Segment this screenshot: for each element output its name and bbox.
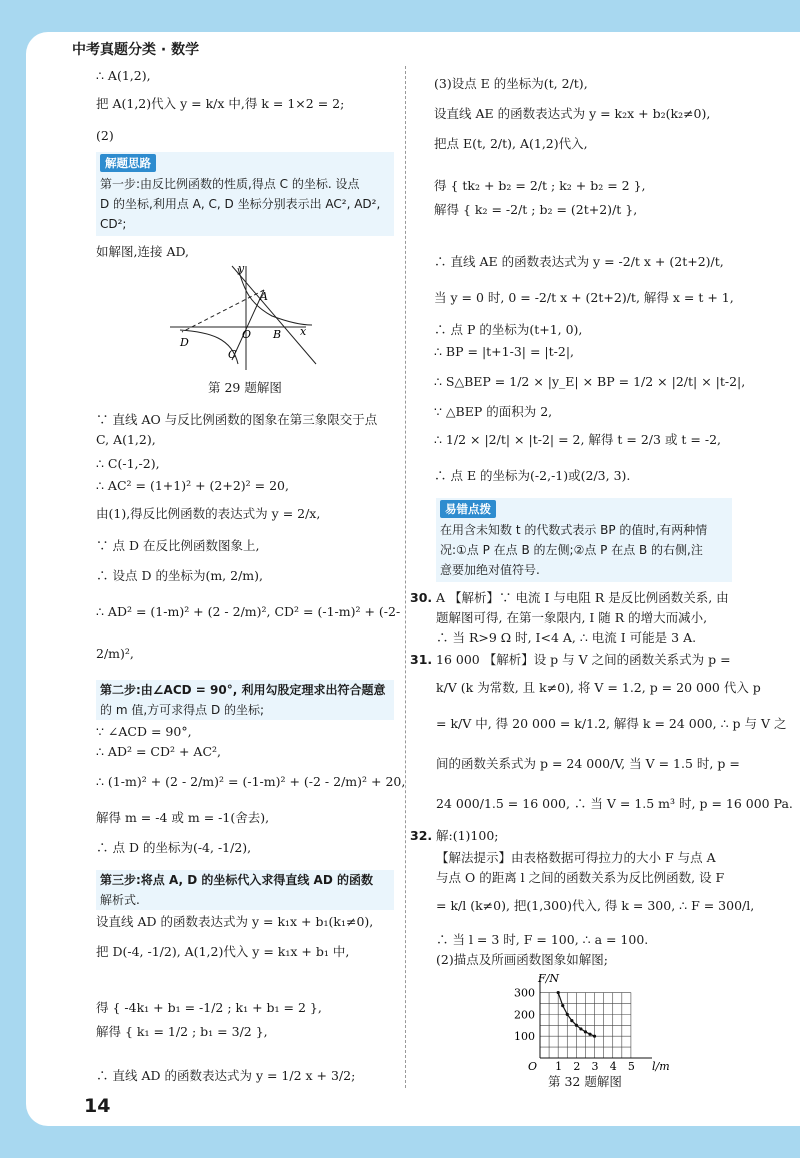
tip-line: 第三步:将点 A, D 的坐标代入求得直线 AD 的函数 [100,873,373,887]
q31-line: 间的函数关系式为 p = 24 000/V, 当 V = 1.5 时, p = [436,756,740,771]
data-point [593,1035,596,1038]
solution-line: ∴ S△BEP = 1/2 × |y_E| × BP = 1/2 × |2/t| × |t-2|, [434,374,746,389]
q32-line: ∴ 当 l = 3 时, F = 100, ∴ a = 100. [436,932,649,947]
solution-line: 得 { -4k₁ + b₁ = -1/2 ; k₁ + b₁ = 2 }, [96,1000,322,1015]
solution-line: (2) [96,128,114,143]
q31-line: 24 000/1.5 = 16 000, ∴ 当 V = 1.5 m³ 时, p = 16 000 Pa. [436,796,793,811]
solution-line: ∵ 点 D 在反比例函数图象上, [96,538,260,553]
solution-line: ∴ 1/2 × |2/t| × |t-2| = 2, 解得 t = 2/3 或 t = -2, [434,432,722,447]
solution-line: ∴ (1-m)² + (2 - 2/m)² = (-1-m)² + (-2 - 2/m)² + 20, [96,774,406,789]
page-number: 14 [84,1095,111,1117]
solution-line: 把 D(-4, -1/2), A(1,2)代入 y = k₁x + b₁ 中, [96,944,350,959]
tip-tag: 解题思路 [100,154,156,172]
solution-line: ∴ 设点 D 的坐标为(m, 2/m), [96,568,263,583]
tip-line: 第一步:由反比例函数的性质,得点 C 的坐标. 设点 [100,177,360,191]
tip-line: 意要加绝对值符号. [440,563,540,577]
q31-line: 16 000 【解析】设 p 与 V 之间的函数关系式为 p = [436,652,731,667]
q32-line: (2)描点及所画函数图象如解图; [436,952,608,967]
line-AB [232,266,316,364]
tip-line: 第二步:由∠ACD = 90°, 利用勾股定理求出符合题意 [100,683,386,697]
solution-line: 2/m)², [96,646,134,661]
solution-line: 当 y = 0 时, 0 = -2/t x + (2t+2)/t, 解得 x = t + 1, [434,290,734,305]
solution-line: ∴ C(-1,-2), [96,456,160,471]
data-point [566,1013,569,1016]
label-y: y [238,262,245,275]
tip-line: 况:①点 P 在点 B 的左侧;②点 P 在点 B 的右侧,注 [440,543,703,557]
tip-box-pitfall [436,498,732,582]
solution-line: ∴ 点 D 的坐标为(-4, -1/2), [96,840,252,855]
solution-line: 设直线 AD 的函数表达式为 y = k₁x + b₁(k₁≠0), [96,914,374,929]
x-axis-label: l/m [652,1060,670,1072]
x-tick-label: 3 [591,1060,599,1072]
label-D: D [180,336,189,349]
solution-line: 把 A(1,2)代入 y = k/x 中,得 k = 1×2 = 2; [96,96,345,111]
data-point [557,991,560,994]
solution-line: 解得 { k₁ = 1/2 ; b₁ = 3/2 }, [96,1024,268,1039]
data-point [570,1019,573,1022]
q31-line: k/V (k 为常数, 且 k≠0), 将 V = 1.2, p = 20 000 代入 p [436,680,761,695]
data-point [584,1030,587,1033]
q30-line: ∴ 当 R>9 Ω 时, I<4 A, ∴ 电流 I 可能是 3 A. [436,630,697,645]
y-tick-label: 100 [514,1030,535,1044]
q30-line: 题解图可得, 在第一象限内, I 随 R 的增大而减小, [436,610,708,625]
y-tick-label: 300 [514,986,535,1000]
x-tick-label: 5 [627,1060,635,1072]
tip-line: D 的坐标,利用点 A, C, D 坐标分别表示出 AC², AD², [100,197,381,211]
tip-line: 在用含未知数 t 的代数式表示 BP 的值时,有两种情 [440,523,708,537]
solution-line: ∴ AD² = (1-m)² + (2 - 2/m)², CD² = (-1-m)² + (-2- [96,604,401,619]
x-tick-label: 1 [555,1060,563,1072]
y-axis-label: F/N [538,972,559,985]
solution-line: ∵ △BEP 的面积为 2, [434,404,553,419]
x-tick-label: 4 [609,1060,617,1072]
data-point [561,1004,564,1007]
tip-box-step3 [96,870,394,910]
figure-caption: 第 32 题解图 [548,1074,622,1089]
q32-line: = k/l (k≠0), 把(1,300)代入, 得 k = 300, ∴ F = 300/l, [436,898,755,913]
question-number-31: 31. [410,652,433,667]
q30-line: A 【解析】∵ 电流 I 与电阻 R 是反比例函数关系, 由 [436,590,729,605]
solution-line: ∴ BP = |t+1-3| = |t-2|, [434,344,575,359]
figure-29 [160,260,330,372]
data-point [575,1024,578,1027]
solution-line: (3)设点 E 的坐标为(t, 2/t), [434,76,588,91]
origin-label: O [528,1060,538,1072]
tip-line: 的 m 值,方可求得点 D 的坐标; [100,703,265,717]
column-divider [405,66,406,1088]
label-C: C [228,348,237,361]
q32-line: 与点 O 的距离 l 之间的函数关系为反比例函数, 设 F [436,870,725,885]
figure-32-chart [500,972,670,1072]
solution-line: ∴ 点 E 的坐标为(-2,-1)或(2/3, 3). [434,468,631,483]
solution-line: 由(1),得反比例函数的表达式为 y = 2/x, [96,506,321,521]
q32-line: 解:(1)100; [436,828,499,843]
q31-line: = k/V 中, 得 20 000 = k/1.2, 解得 k = 24 000, ∴ p 与 V 之 [436,716,787,731]
solution-line: ∴ AD² = CD² + AC², [96,744,221,759]
solution-line: ∴ 直线 AD 的函数表达式为 y = 1/2 x + 3/2; [96,1068,356,1083]
label-x: x [300,325,307,338]
solution-line: 把点 E(t, 2/t), A(1,2)代入, [434,136,588,151]
solution-line: 如解图,连接 AD, [96,244,190,259]
x-tick-label: 2 [573,1060,581,1072]
solution-line: ∴ AC² = (1+1)² + (2+2)² = 20, [96,478,289,493]
label-O: O [242,328,252,341]
tip-line: CD²; [100,217,127,231]
label-A: A [260,290,268,303]
tip-box-step2 [96,680,394,720]
data-point [579,1027,582,1030]
question-number-30: 30. [410,590,433,605]
solution-line: ∵ 直线 AO 与反比例函数的图象在第三象限交于点 [96,412,378,427]
solution-line: ∴ A(1,2), [96,68,151,83]
tip-line: 解析式. [100,893,140,907]
tip-box-step1 [96,152,394,236]
y-tick-label: 200 [514,1008,535,1022]
running-header: 中考真题分类 · 数学 [72,42,200,58]
solution-line: ∴ 直线 AE 的函数表达式为 y = -2/t x + (2t+2)/t, [434,254,724,269]
dashed-AD [182,290,264,332]
question-number-32: 32. [410,828,433,843]
label-B: B [273,328,282,341]
solution-line: 解得 m = -4 或 m = -1(舍去), [96,810,270,825]
q32-line: 【解法提示】由表格数据可得拉力的大小 F 与点 A [436,850,716,865]
figure-caption: 第 29 题解图 [208,380,282,395]
solution-line: C, A(1,2), [96,432,156,447]
solution-line: 设直线 AE 的函数表达式为 y = k₂x + b₂(k₂≠0), [434,106,711,121]
solution-line: 解得 { k₂ = -2/t ; b₂ = (2t+2)/t }, [434,202,638,217]
solution-line: ∵ ∠ACD = 90°, [96,724,192,739]
solution-line: ∴ 点 P 的坐标为(t+1, 0), [434,322,583,337]
data-point [588,1033,591,1036]
tip-tag: 易错点拨 [440,500,496,518]
solution-line: 得 { tk₂ + b₂ = 2/t ; k₂ + b₂ = 2 }, [434,178,646,193]
